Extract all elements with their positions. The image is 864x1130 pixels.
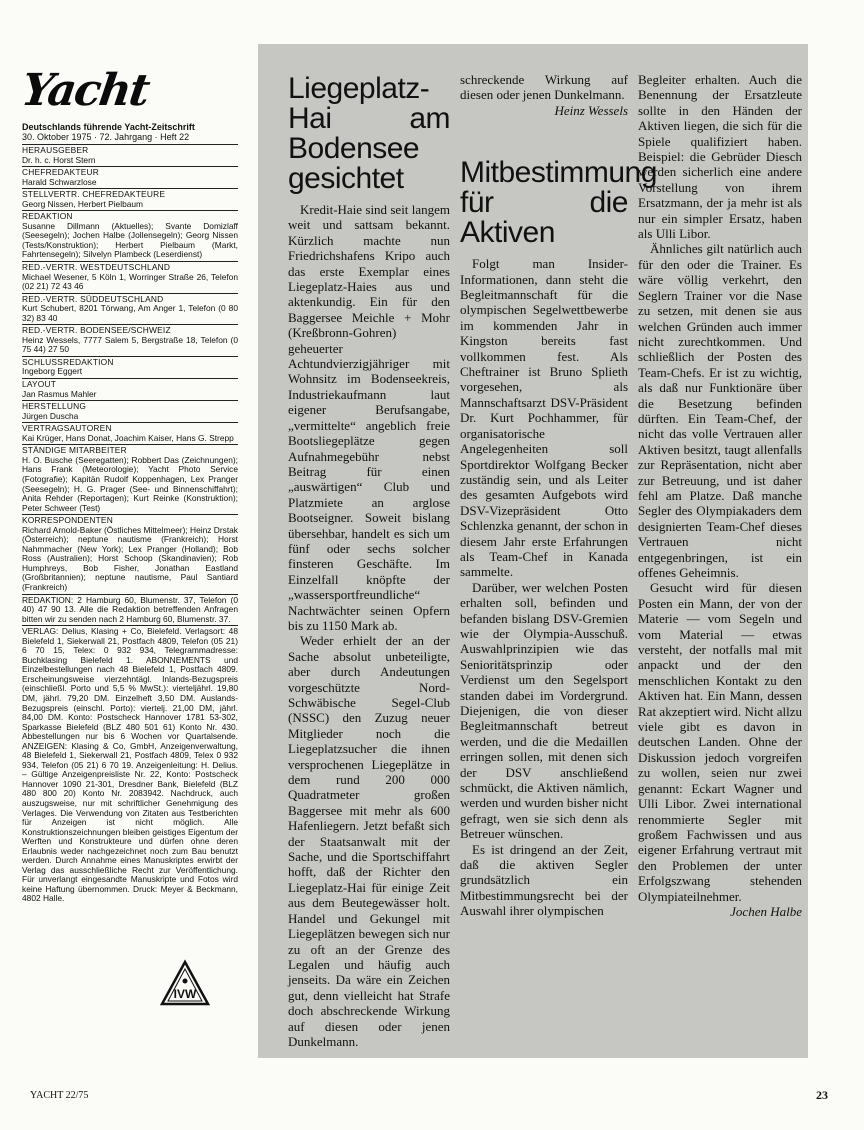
impressum-text: Susanne Dillmann (Aktuelles); Svante Domizlaff (Seesegeln); Jochen Halbe (Jollensegeln); Georg Nissen (Tests/Konstruktion); Herbert Pielbaum (Markt, Fahrtensegeln); Silvelyn Plambeck (Leserdienst) xyxy=(22,220,238,260)
page-number: 23 xyxy=(816,1088,828,1102)
impressum-section xyxy=(22,378,238,399)
article2-paragraph-4: Ähnliches gilt natürlich auch für den oder die Trainer. Es wäre völlig verkehrt, den Seglern Trainer vor die Nase zu setzen, mit denen sie aus welchen Gründen auch immer nicht zurechtkommen. Und schließlich der Posten des Team-Chefs. Er ist zu wichtig, als daß nur Funktionäre über die Besetzung befinden dürften. Ein Team-Chef, der nicht das volle Vertrauen aller Aktiven besitzt, taugt allenfalls zur Repräsentation, nicht aber zur Betreuung, und ist daher fehl am Platze. Daß manche Segler des Olympiakaders dem designierten Team-Chef dieses Vertrauen nicht entgegenbringen, ist ein offenes Geheimnis. xyxy=(638,241,802,580)
article2-paragraph-2: Darüber, wer welchen Posten erhalten soll, befinden und befanden bislang DSV-Gremien wie der Olympia-Ausschuß. Auswahlprinzipien wie das Senioritätsprinzip oder Verdienst um den Segelsport standen dabei im Vordergrund. Diejenigen, die von dieser Begleitmannschaft betreut werden, und die die Medaillen erringen sollen, mit denen sich der DSV anschließend schmückt, die Aktiven nämlich, werden und wurden bisher nicht gefragt, wen sie sich denn als Betreuer wünschen. xyxy=(460,579,628,842)
impressum-text: Heinz Wessels, 7777 Salem 5, Bergstraße 18, Telefon (0 75 44) 27 50 xyxy=(22,334,238,355)
impressum-heading: LAYOUT xyxy=(22,379,57,390)
impressum-text: Michael Wesener, 5 Köln 1, Worringer Straße 26, Telefon (02 21) 72 43 46 xyxy=(22,271,238,292)
issue-line: 30. Oktober 1975 · 72. Jahrgang · Heft 22 xyxy=(22,132,190,142)
impressum-text: Harald Schwarzlose xyxy=(22,176,97,187)
article2-paragraph-3: Es ist dringend an der Zeit, daß die aktiven Segler grundsätzlich ein Mitbestimmungsrecht bei der Auswahl ihrer olympischen xyxy=(460,841,628,919)
article2-author: Jochen Halbe xyxy=(730,903,802,919)
impressum-heading: RED.-VERTR. WESTDEUTSCHLAND xyxy=(22,262,171,273)
impressum-section xyxy=(22,188,238,209)
impressum-section xyxy=(22,210,238,260)
article2-headline: Mitbestimmung für die Aktiven xyxy=(460,156,657,250)
impressum-heading: STÄNDIGE MITARBEITER xyxy=(22,445,127,456)
impressum-heading: HERSTELLUNG xyxy=(22,401,87,412)
yacht-logo: Yacht xyxy=(18,65,152,116)
impressum-heading: HERAUSGEBER xyxy=(22,145,89,155)
impressum-section xyxy=(22,625,238,904)
impressum-text: Georg Nissen, Herbert Pielbaum xyxy=(22,198,144,209)
article1-paragraph-1: Kredit-Haie sind seit langem weit und sattsam bekannt. Kürzlich machte nun Friedrichshafens Kripo auch das erste Exemplar eines Liegeplatz-Haies aus und aktenkundig. Ein für den Baggersee Meichle + Mohr (Kreßbronn-Gohren) geheuerter Achtundvierzigjähriger mit Wohnsitz im Bodenseekreis, Industriekaufmann laut eigener Berufsangabe, „vermittelte“ angeblich freie Bootsliegeplätze gegen Aufnahmegebühr nebst Beitrag für einen „auswärtigen“ Club und Platzmiete an arglose Bootseigner. Soweit bislang übersehbar, handelt es sich um fünf oder sechs solcher finsteren Geschäfte. Im Einzelfall knöpfte der „wassersportfreundliche“ Nachtwächter seinen Opfern bis zu 1150 Mark ab. xyxy=(288,202,450,633)
impressum-section xyxy=(22,324,238,355)
impressum-section xyxy=(22,444,238,513)
impressum xyxy=(18,44,238,1054)
article2-paragraph-5: Gesucht wird für diesen Posten ein Mann, der von der Materie — vom Segeln und vom Material — etwas versteht, der notfalls mal mit anpackt und der den menschlichen Kontakt zu den Aktiven hat. Ein Mann, dessen Rat akzeptiert wird. Nicht allzu viele gibt es davon in deutschen Landen. Ohne der Diskussion jedoch vorgreifen zu wollen, seien nur zwei genannt: Eckart Wagner und Ulli Libor. Zwei international renommierte Segler mit großem Fachwissen und aus eigener Erfahrung vertraut mit den Problemen der unter Erfolgszwang stehenden Olympiateilnehmer. xyxy=(638,580,802,904)
column-3 xyxy=(638,74,802,1034)
impressum-sections xyxy=(22,144,238,904)
article1-headline: Liegeplatz-Hai am Bodensee gesichtet xyxy=(288,72,450,195)
impressum-section xyxy=(22,293,238,324)
impressum-section xyxy=(22,422,238,443)
impressum-text: Ingeborg Eggert xyxy=(22,366,83,377)
tagline: Deutschlands führende Yacht-Zeitschrift xyxy=(22,122,195,132)
impressum-text: H. O. Busche (Seeregatten); Robbert Das (Zeichnungen); Hans Frank (Meteorologie); Yacht Photo Service (Fotografie); Kapitän Rudolf Koppenhagen, Lex Pranger (Seesegeln); H. G. Prager (See- und Binnenschiffahrt); Anita Rehder (Reportagen); Kurt Reinke (Konstruktion); Peter Schweer (Test) xyxy=(22,454,238,513)
article1-paragraph-2: Weder erhielt der an der Sache absolut unbeteiligte, aber durch Andeutungen vorgeschützte Nord-Schwäbische Segel-Club (NSSC) den Zuzug neuer Mitglieder noch die Liegeplatzsucher die ihnen versprochenen Liegeplätze in dem rund 200 000 Quadratmeter großen Baggersee mit mehr als 600 Hafenliegern. Jetzt befaßt sich der Staatsanwalt mit der Sache, und die Sportschiffahrt hofft, daß der Richter den Liegeplatz-Hai für einige Zeit aus dem Beutegewässer holt. Handel und Gekungel mit Liegeplätzen bewegen sich nur zu oft an der Grenze des Legalen und häufig auch jenseits. Da wäre ein Zeichen gut, denn vielleicht hat Strafe doch abschreckende Wirkung auf diesen oder jenen Dunkelmann. xyxy=(288,633,450,1049)
impressum-text: VERLAG: Delius, Klasing + Co, Bielefeld. Verlagsort: 48 Bielefeld 1, Siekerwall 21, Postfach 4809, Telefon (05 21) 6 70 15, Telex: 0 932 934, Telegrammadresse: Buchklasing Bielefeld 1. ABONNEMENTS und Einzelbestellungen nach 48 Bielefeld 1, Postfach 4809. Erscheinungsweise vierzehntägl. Inlands-Bezugspreis (einschließl. Porto und 5,5 % MwSt.): vierteljährl. 19,80 DM, jährl. 79,20 DM. Einzelheft 3,50 DM. Auslands-Bezugspreis (einschl. Porto): viertelj. 21,00 DM, jährl. 84,00 DM. Konto: Postscheck Hannover 1781 53-302, Sparkasse Bielefeld (BLZ 480 501 61) Konto Nr. 430. Abbestellungen nur bis 6 Wochen vor Quartalsende. ANZEIGEN: Klasing & Co, GmbH, Anzeigenverwaltung, 48 Bielefeld 1, Siekerwall 21, Postfach 4809, Telex 0 932 934, Telefon (05 21) 6 70 19. Anzeigenleitung: H. Delius. – Gültige Anzeigenpreisliste Nr. 22, Konto: Postscheck Hannover 1090 21-301, Dresdner Bank, Bielefeld (BLZ 480 800 20) Konto Nr. 2083942. Nachdruck, auch auszugsweise, nur mit schriftlicher Genehmigung des Verlages. Die Verwendung von Zitaten aus Testberichten für Anzeigen ist nicht möglich. Alle Konstruktionszeichnungen bleiben geistiges Eigentum der Werften und Konstrukteure und dürfen ohne deren Erlaubnis weder nachgezeichnet noch zum Bau benutzt werden. Durch Annahme eines Manuskriptes erwirbt der Verlag das ausschließliche Recht zur Veröffentlichung. Für unverlangt eingesandte Manuskripte und Fotos wird keine Haftung übernommen. Druck: Meyer & Beckmann, 4802 Halle. xyxy=(22,626,238,904)
article1-author: Heinz Wessels xyxy=(554,102,628,118)
impressum-section xyxy=(22,594,238,625)
article2-paragraph-3-cont: Begleiter erhalten. Auch die Benennung der Ersatzleute sollte in den Händen der Aktiven liegen, die sich für die Spiele qualifiziert haben. Beispiel: die Gebrüder Diesch werden sicherlich eine andere Vorstellung von ihrem Ersatzmann, der ja mehr ist als nur ein simpler Ersatz, haben als Ulli Libor. xyxy=(638,72,802,242)
impressum-heading: STELLVERTR. CHEFREDAKTEURE xyxy=(22,189,166,200)
impressum-heading: VERTRAGSAUTOREN xyxy=(22,423,112,434)
impressum-text: Dr. h. c. Horst Stern xyxy=(22,154,96,165)
impressum-section xyxy=(22,356,238,377)
impressum-text: Kurt Schubert, 8201 Törwang, Am Anger 1, Telefon (0 80 32) 83 40 xyxy=(22,303,238,323)
commentary-box xyxy=(258,44,808,1058)
impressum-section xyxy=(22,514,238,592)
column-1 xyxy=(288,72,450,1049)
article1-continuation: schreckende Wirkung auf diesen oder jenen Dunkelmann. xyxy=(460,72,628,103)
ivw-logo-icon xyxy=(160,960,210,1006)
article2-paragraph-1: Folgt man Insider-Informationen, dann steht die Begleitmannschaft für die olympischen Segelwettbewerbe im kommenden Jahr in Kingston bereits fast vollkommen fest. Als Cheftrainer ist Bruno Splieth vorgesehen, als Mannschaftsarzt DSV-Präsident Dr. Kurt Pochhammer, für organisatorische Angelegenheiten soll Sportdirektor Wolfgang Becker zuständig sein, und als Leiter des gesamten Aufgebots wird DSV-Vizepräsident Otto Schlenzka genannt, der schon in diesem Jahr erste Erfahrungen als Team-Chef in Kanada sammelte. xyxy=(460,256,628,580)
impressum-section xyxy=(22,400,238,421)
column-2 xyxy=(460,72,657,1034)
impressum-section xyxy=(22,144,238,165)
impressum-heading: REDAKTION xyxy=(22,211,73,222)
impressum-section xyxy=(22,261,238,292)
footer-issue: YACHT 22/75 xyxy=(30,1090,89,1101)
svg-text:IVW: IVW xyxy=(173,987,197,1001)
impressum-section xyxy=(22,166,238,187)
impressum-heading: RED.-VERTR. BODENSEE/SCHWEIZ xyxy=(22,325,171,336)
impressum-text: Kai Krüger, Hans Donat, Joachim Kaiser, Hans G. Strepp xyxy=(22,432,234,443)
impressum-text: Richard Arnold-Baker (Östliches Mittelmeer); Heinz Drstak (Österreich); neptune nautisme (Frankreich); Horst Nahmmacher (New York); Lex Pranger (Holland); Bob Ross (Australien); Horst Schoop (Skandinavien); Rob Humphreys, Bob Fisher, Jonathan Eastland (Großbritannien); neptune nautisme, Paul Santiard (Frankreich) xyxy=(22,524,238,592)
impressum-heading: KORRESPONDENTEN xyxy=(22,515,113,526)
impressum-text: Jan Rasmus Mahler xyxy=(22,388,97,399)
impressum-heading: SCHLUSSREDAKTION xyxy=(22,356,114,367)
impressum-text: REDAKTION: 2 Hamburg 60, Blumenstr. 37, Telefon (0 40) 47 90 13. Alle die Redaktion betreffenden Anfragen bitten wir zu senden nach 2 Hamburg 60, Blumenstr. 37. xyxy=(22,594,238,624)
impressum-text: Jürgen Duscha xyxy=(22,410,79,421)
impressum-heading: CHEFREDAKTEUR xyxy=(22,167,100,178)
impressum-heading: RED.-VERTR. SÜDDEUTSCHLAND xyxy=(22,293,164,304)
